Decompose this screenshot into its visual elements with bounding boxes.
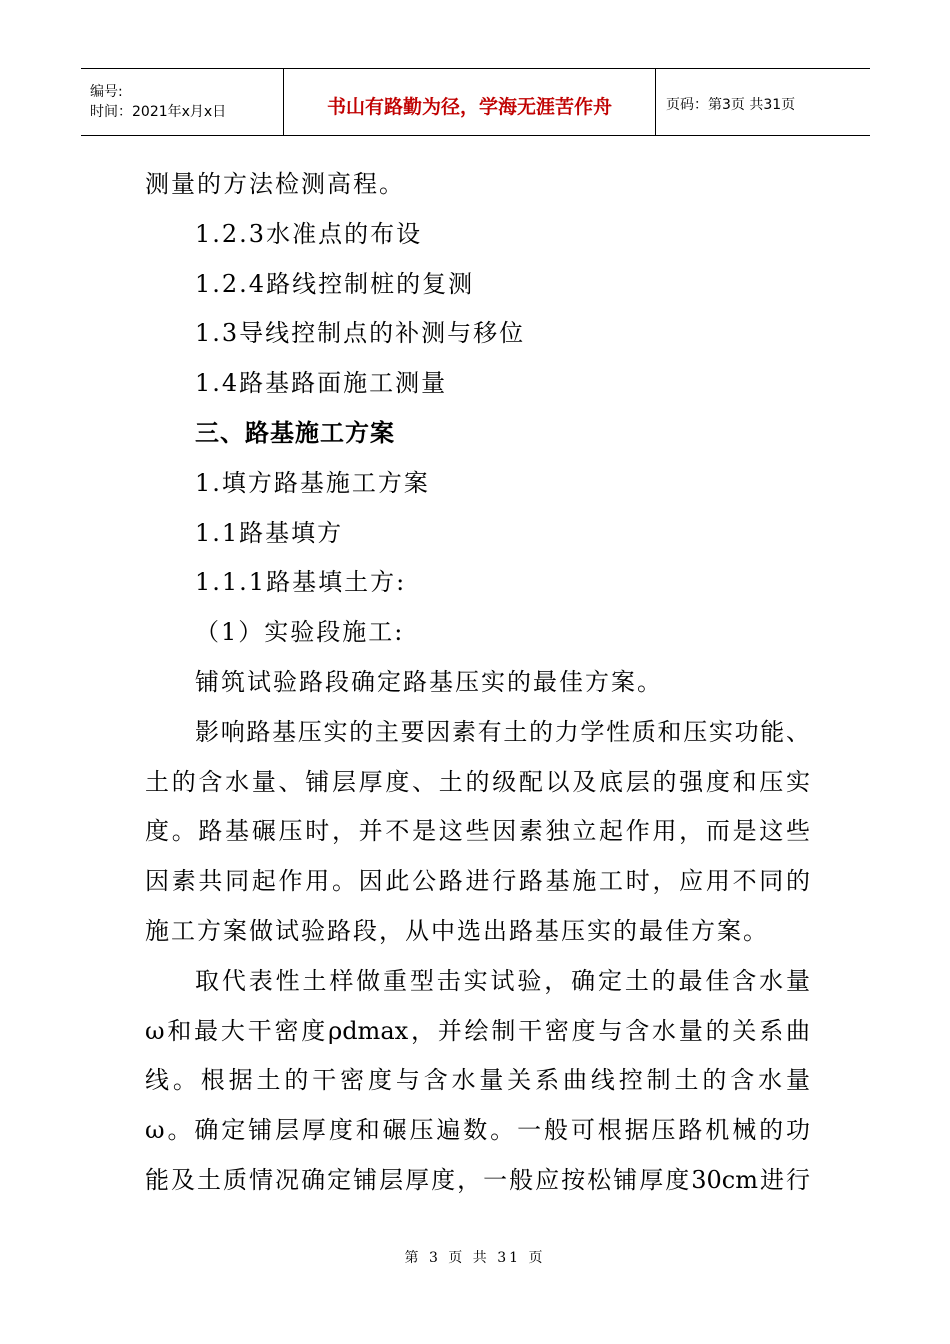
- document-time-label: 时间：2021年x月x日: [90, 104, 227, 120]
- header-motto: 书山有路勤为径，学海无涯苦作舟: [326, 95, 612, 118]
- section-heading-1-2-3: 1.2.3水准点的布设: [195, 219, 423, 248]
- paragraph-line: 线。根据土的干密度与含水量关系曲线控制土的含水量: [145, 1066, 810, 1095]
- paragraph-line: 能及土质情况确定铺层厚度，一般应按松铺厚度30cm进行: [145, 1165, 810, 1194]
- paragraph-line: ω。确定铺层厚度和碾压遍数。一般可根据压路机械的功: [145, 1116, 810, 1145]
- section-heading-1-2-4: 1.2.4路线控制桩的复测: [195, 269, 475, 298]
- paragraph-line: 铺筑试验路段确定路基压实的最佳方案。: [195, 667, 663, 696]
- document-code-label: 编号:: [90, 84, 123, 100]
- paragraph-line: 因素共同起作用。因此公路进行路基施工时，应用不同的: [145, 867, 810, 896]
- section-heading-1-1: 1.1路基填方: [195, 518, 344, 547]
- header-page-info: 页码：第3页 共31页: [666, 97, 796, 113]
- page-footer: [0, 1247, 950, 1267]
- paragraph-line: 取代表性土样做重型击实试验，确定土的最佳含水量: [195, 966, 810, 995]
- paragraph-line: 土的含水量、铺层厚度、土的级配以及底层的强度和压实: [145, 767, 810, 796]
- footer-page-number: 第 3 页 共 31 页: [404, 1250, 546, 1266]
- header-meta-cell: [81, 69, 283, 135]
- paragraph-line: 度。路基碾压时，并不是这些因素独立起作用，而是这些: [145, 817, 810, 846]
- section-heading-1-3: 1.3导线控制点的补测与移位: [195, 319, 526, 348]
- subsection-heading-1: （1）实验段施工:: [195, 618, 405, 647]
- section-heading-1-1-1: 1.1.1路基填土方:: [195, 568, 407, 597]
- paragraph-line: 影响路基压实的主要因素有土的力学性质和压实功能、: [195, 717, 810, 746]
- section-heading-1-4: 1.4路基路面施工测量: [195, 369, 448, 398]
- header-page-cell: [656, 69, 870, 135]
- chapter-heading-3: 三、路基施工方案: [195, 418, 395, 447]
- paragraph-line: 施工方案做试验路段，从中选出路基压实的最佳方案。: [145, 916, 769, 945]
- page-header: [81, 68, 870, 136]
- header-motto-cell: [283, 69, 656, 135]
- section-heading-1: 1.填方路基施工方案: [195, 468, 430, 497]
- paragraph-line: 测量的方法检测高程。: [145, 170, 405, 198]
- paragraph-line: ω和最大干密度ρdmax，并绘制干密度与含水量的关系曲: [145, 1016, 810, 1045]
- document-body: [145, 160, 810, 1206]
